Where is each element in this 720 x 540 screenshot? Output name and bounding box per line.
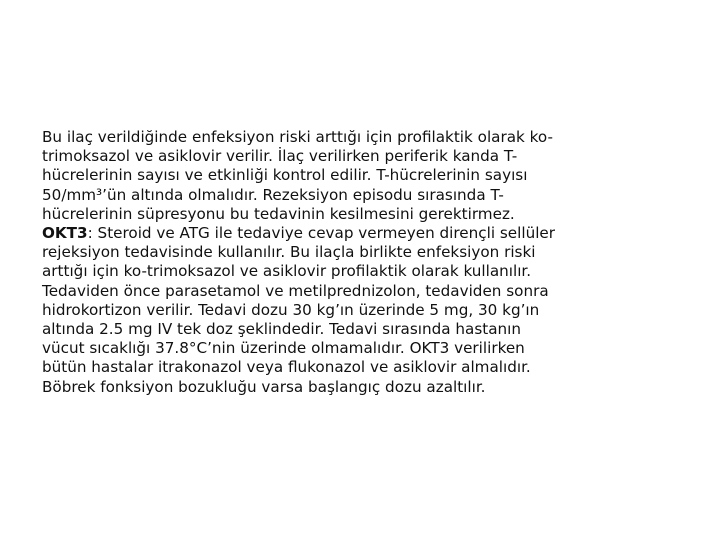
paragraph-prophylaxis bbox=[42, 128, 682, 224]
paragraph-okt3 bbox=[42, 224, 682, 397]
text-line: hücrelerinin süpresyonu bu tedavinin kesilmesini gerektirmez. bbox=[42, 204, 515, 223]
slide-body-text bbox=[42, 128, 682, 397]
text-line-first bbox=[42, 224, 682, 243]
text-line: vücut sıcaklığı 37.8°C’nin üzerinde olmamalıdır. OKT3 verilirken bbox=[42, 339, 525, 358]
okt3-intro-text: : Steroid ve ATG ile tedaviye cevap vermeyen dirençli sellüler bbox=[87, 224, 556, 243]
text-line: bütün hastalar itrakonazol veya flukonazol ve asiklovir almalıdır. bbox=[42, 358, 531, 377]
okt3-term: OKT3 bbox=[42, 224, 88, 243]
text-line: hücrelerinin sayısı ve etkinliği kontrol edilir. T-hücrelerinin sayısı bbox=[42, 166, 528, 185]
text-line: rejeksiyon tedavisinde kullanılır. Bu ilaçla birlikte enfeksiyon riski bbox=[42, 243, 536, 262]
text-line: trimoksazol ve asiklovir verilir. İlaç verilirken periferik kanda T- bbox=[42, 147, 518, 166]
text-line: Böbrek fonksiyon bozukluğu varsa başlangıç dozu azaltılır. bbox=[42, 377, 486, 396]
text-line: 50/mm³’ün altında olmalıdır. Rezeksiyon episodu sırasında T- bbox=[42, 185, 504, 204]
text-line: Bu ilaç verildiğinde enfeksiyon riski arttığı için profilaktik olarak ko- bbox=[42, 128, 553, 146]
text-line: hidrokortizon verilir. Tedavi dozu 30 kg’ın üzerinde 5 mg, 30 kg’ın bbox=[42, 300, 540, 319]
text-line: altında 2.5 mg IV tek doz şeklindedir. Tedavi sırasında hastanın bbox=[42, 320, 521, 339]
text-line: arttığı için ko-trimoksazol ve asiklovir profilaktik olarak kullanılır. bbox=[42, 262, 532, 281]
text-line: Tedaviden önce parasetamol ve metilprednizolon, tedaviden sonra bbox=[42, 281, 549, 300]
